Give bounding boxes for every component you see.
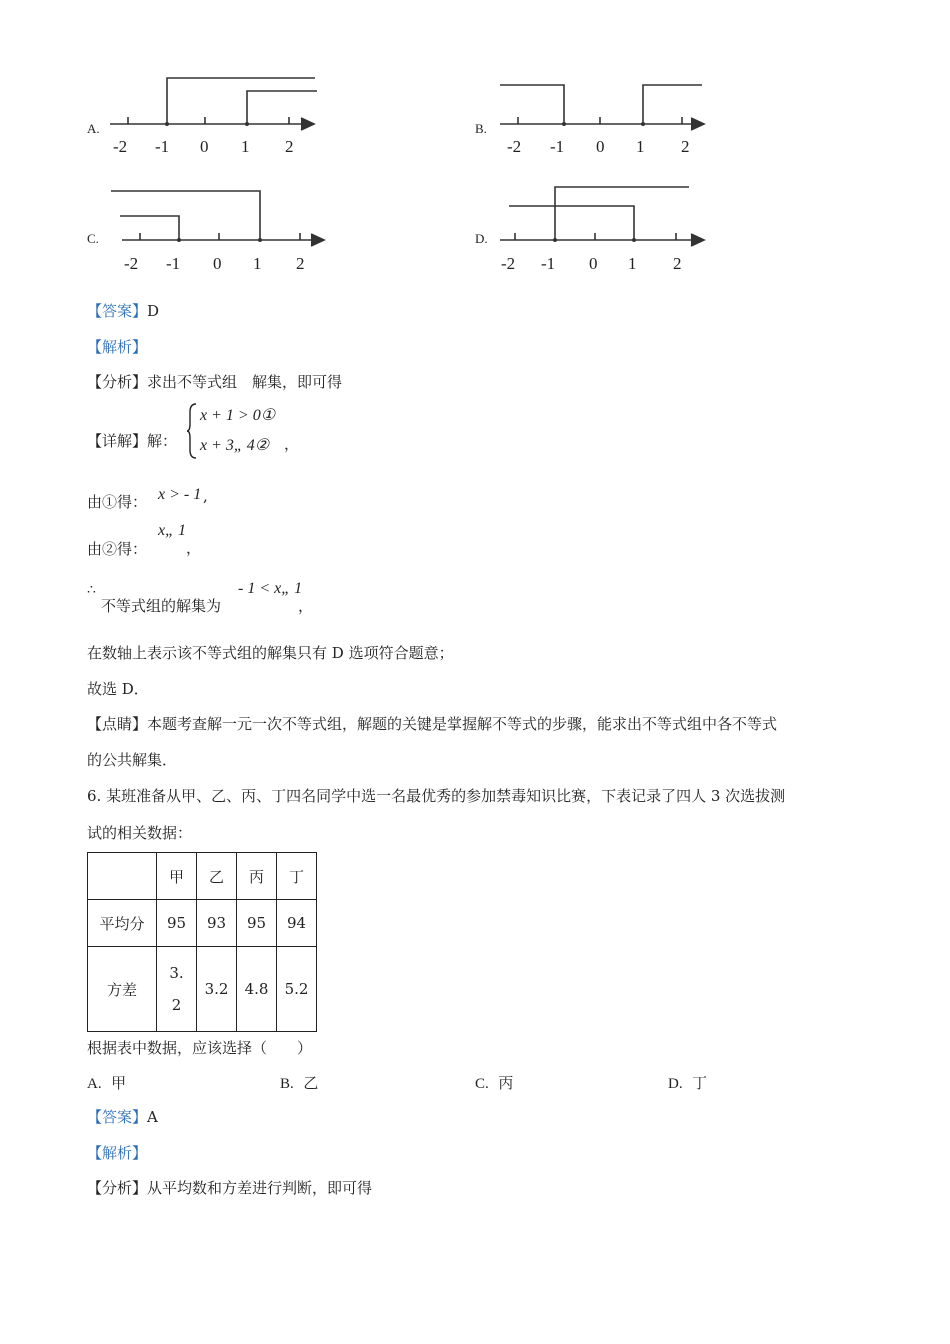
tick-label: 1 [636,137,645,156]
inequality-2: x + 3„ 4② [200,437,270,454]
q5-fenxi: 【分析】求出不等式组 解集，即可得 [87,373,343,391]
table-row [88,900,317,947]
choice-d[interactable]: D. 丁 [668,1074,708,1092]
from1: 由①得： [87,493,148,511]
table-cell: 94 [277,900,317,947]
tick-label: -2 [124,254,139,273]
tick-label: -1 [155,137,170,156]
q6-analysis-tag: 【解析】 [87,1144,148,1162]
numberline-c [110,182,335,277]
q5-dianjing-2: 的公共解集． [87,751,178,769]
tick-label: 2 [681,137,690,156]
table-cell: 95 [237,900,277,947]
table-cell: 3. 2 [157,947,197,1032]
q5-answer [87,300,159,321]
inequality-1: x + 1 > 0① [200,407,276,424]
tick-label: 0 [200,137,209,156]
option-d-label: D. [475,231,488,246]
choice-a[interactable]: A. 甲 [87,1074,127,1092]
tick-label: 1 [241,137,250,156]
q6-stem-1: 6. 某班准备从甲、乙、丙、丁四名同学中选一名最优秀的参加禁毒知识比赛，下表记录了四人 3 次选拔测 [87,787,786,805]
table-header: 甲 [157,853,197,900]
tick-label: -1 [541,254,556,273]
from2-suffix: ， [186,539,202,557]
q5-line2: 故选 D． [87,680,149,698]
table-row [88,853,317,900]
data-table [87,852,317,1032]
q6-stem-2: 试的相关数据： [87,824,193,842]
table-header: 丁 [277,853,317,900]
tick-label: 0 [589,254,598,273]
q6-question: 根据表中数据，应该选择（ ） [87,1039,313,1057]
solution-suffix: ， [298,597,314,615]
numberline-b [495,70,715,160]
tick-label: 1 [628,254,637,273]
from1-suffix: , [203,487,208,505]
q5-analysis-tag: 【解析】 [87,338,148,356]
answer-value: D [147,302,160,320]
q5-dianjing: 【点睛】本题考查解一元一次不等式组，解题的关键是掌握解不等式的步骤，能求出不等式组中各不等式 [87,715,778,733]
q6-fenxi: 【分析】从平均数和方差进行判断，即可得 [87,1179,373,1197]
table-cell: 4.8 [237,947,277,1032]
row-label: 平均分 [88,900,157,947]
tick-label: 2 [285,137,294,156]
option-a-label: A. [87,121,100,136]
tick-label: -1 [550,137,565,156]
choice-b[interactable]: B. 乙 [280,1074,319,1092]
tick-label: -2 [113,137,128,156]
option-c-label: C. [87,231,99,246]
table-cell: 3.2 [197,947,237,1032]
tick-label: 2 [296,254,305,273]
q6-answer: 【答案】A [87,1108,158,1126]
answer-tag: 【答案】 [87,302,148,320]
numberline-d [495,180,715,275]
comma: ， [284,435,300,453]
from1-math: x > - 1 [158,486,202,503]
tick-label: -2 [507,137,522,156]
from2-math: x„ 1 [158,522,186,539]
therefore-icon: ∴ [87,582,96,598]
tick-label: -1 [166,254,181,273]
table-header: 乙 [197,853,237,900]
tick-label: -2 [501,254,516,273]
table-cell [88,853,157,900]
table-row [88,947,317,1032]
table-header: 丙 [237,853,277,900]
numberline-a [105,70,325,160]
choice-c[interactable]: C. 丙 [475,1074,514,1092]
option-b-label: B. [475,121,487,136]
row-label: 方差 [88,947,157,1032]
tick-label: 0 [596,137,605,156]
table-cell: 93 [197,900,237,947]
solution-prefix: 不等式组的解集为 [101,597,222,615]
tick-label: 2 [673,254,682,273]
q5-line1: 在数轴上表示该不等式组的解集只有 D 选项符合题意； [87,644,454,662]
tick-label: 1 [253,254,262,273]
solution-math: - 1 < x„ 1 [238,580,303,597]
table-cell: 5.2 [277,947,317,1032]
tick-label: 0 [213,254,222,273]
from2: 由②得： [87,540,148,558]
brace-icon [186,402,198,460]
table-cell: 95 [157,900,197,947]
q5-xiangjie-tag: 【详解】解： [87,432,178,450]
